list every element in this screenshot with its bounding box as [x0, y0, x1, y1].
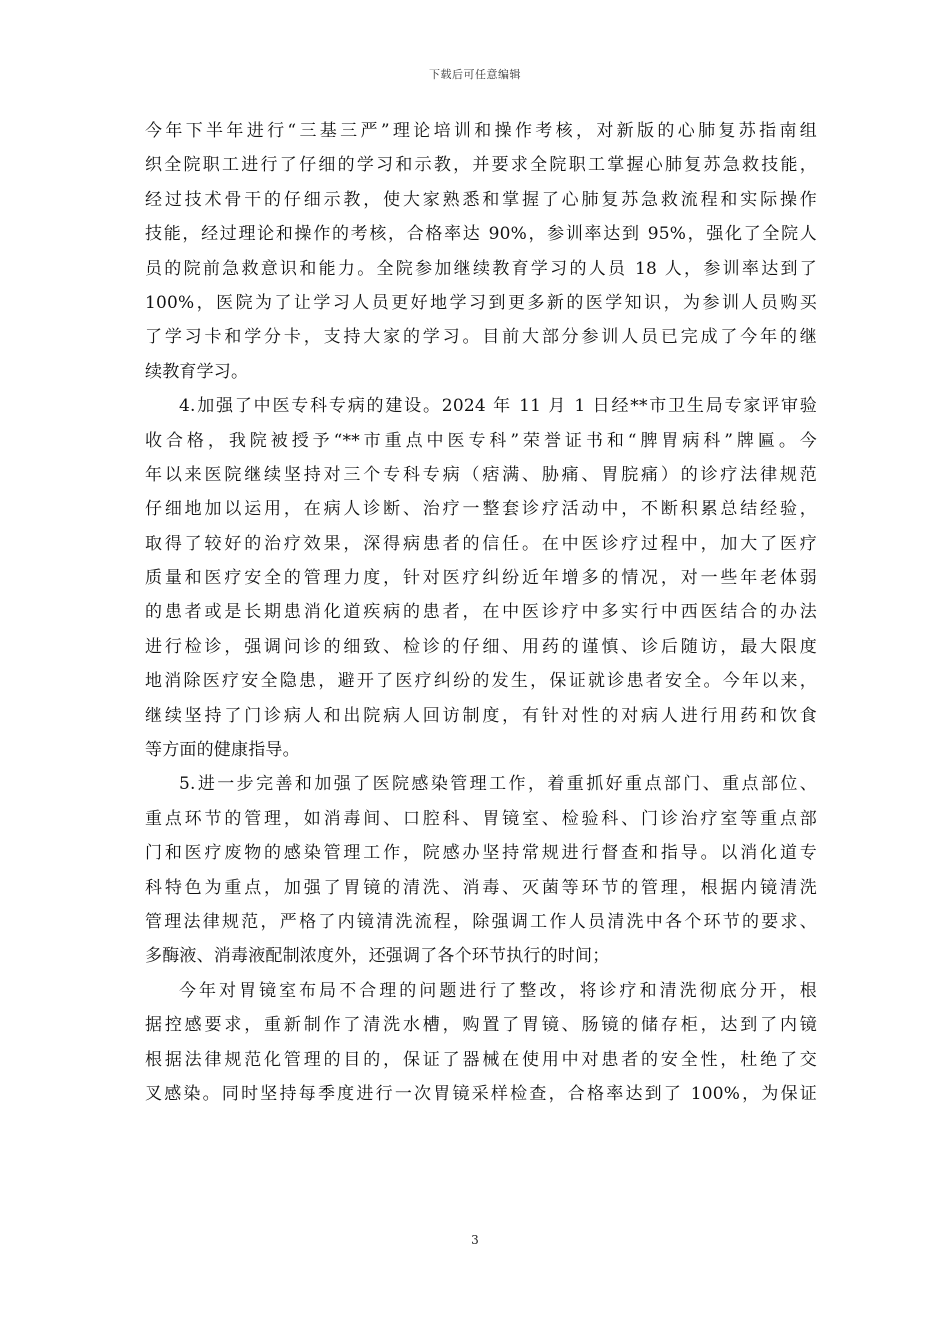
text-line: 根据法律规范化管理的目的，保证了器械在使用中对患者的安全性，杜绝了交	[145, 1049, 817, 1070]
text-line: 多酶液、消毒液配制浓度外，还强调了各个环节执行的时间；	[145, 946, 610, 967]
text-line: 续教育学习。	[145, 361, 249, 382]
paragraph	[145, 389, 817, 767]
text-line: 质量和医疗安全的管理力度，针对医疗纠纷近年增多的情况，对一些年老体弱	[145, 568, 817, 589]
text-line: 取得了较好的治疗效果，深得病患者的信任。在中医诊疗过程中，加大了医疗	[145, 533, 817, 554]
text-line: 4.加强了中医专科专病的建设。2024 年 11 月 1 日经**市卫生局专家评审验	[179, 396, 817, 417]
text-line: 继续坚持了门诊病人和出院病人回访制度，有针对性的对病人进行用药和饮食	[145, 705, 817, 726]
paragraph	[145, 114, 817, 389]
paragraph	[145, 767, 817, 973]
text-line: 今年对胃镜室布局不合理的问题进行了整改，将诊疗和清洗彻底分开，根	[179, 980, 817, 1001]
document-body	[145, 114, 817, 1111]
text-line: 经过技术骨干的仔细示教，使大家熟悉和掌握了心肺复苏急救流程和实际操作	[145, 189, 817, 210]
page-number: 3	[471, 1233, 479, 1247]
text-line: 仔细地加以运用，在病人诊断、治疗一整套诊疗活动中，不断积累总结经验，	[145, 499, 817, 520]
text-line: 今年下半年进行“三基三严”理论培训和操作考核，对新版的心肺复苏指南组	[145, 121, 817, 141]
page-header: 下载后可任意编辑	[429, 68, 521, 81]
text-line: 收合格，我院被授予“**市重点中医专科”荣誉证书和“脾胃病科”牌匾。今	[145, 430, 817, 451]
text-line: 地消除医疗安全隐患，避开了医疗纠纷的发生，保证就诊患者安全。今年以来，	[145, 671, 817, 692]
text-line: 重点环节的管理，如消毒间、口腔科、胃镜室、检验科、门诊治疗室等重点部	[145, 808, 817, 829]
text-line: 年以来医院继续坚持对三个专科专病（痞满、胁痛、胃脘痛）的诊疗法律规范	[145, 464, 817, 485]
text-line: 5.进一步完善和加强了医院感染管理工作，着重抓好重点部门、重点部位、	[179, 774, 817, 795]
text-line: 的患者或是长期患消化道疾病的患者，在中医诊疗中多实行中西医结合的办法	[145, 602, 817, 623]
text-line: 100%，医院为了让学习人员更好地学习到更多新的医学知识，为参训人员购买	[145, 292, 817, 313]
text-line: 科特色为重点，加强了胃镜的清洗、消毒、灭菌等环节的管理，根据内镜清洗	[145, 877, 817, 898]
text-line: 技能，经过理论和操作的考核，合格率达 90%，参训率达到 95%，强化了全院人	[145, 224, 817, 245]
text-line: 门和医疗废物的感染管理工作，院感办坚持常规进行督查和指导。以消化道专	[145, 843, 817, 864]
text-line: 进行检诊，强调问诊的细致、检诊的仔细、用药的谨慎、诊后随访，最大限度	[145, 636, 817, 657]
text-line: 叉感染。同时坚持每季度进行一次胃镜采样检查，合格率达到了 100%，为保证	[145, 1083, 817, 1104]
text-line: 据控感要求，重新制作了清洗水槽，购置了胃镜、肠镜的储存柜，达到了内镜	[145, 1015, 817, 1036]
text-line: 织全院职工进行了仔细的学习和示教，并要求全院职工掌握心肺复苏急救技能，	[145, 155, 817, 176]
paragraph	[145, 974, 817, 1112]
text-line: 员的院前急救意识和能力。全院参加继续教育学习的人员 18 人，参训率达到了	[145, 258, 817, 279]
text-line: 了学习卡和学分卡，支持大家的学习。目前大部分参训人员已完成了今年的继	[145, 327, 817, 348]
text-line: 等方面的健康指导。	[145, 740, 300, 761]
text-line: 管理法律规范，严格了内镜清洗流程，除强调工作人员清洗中各个环节的要求、	[145, 911, 817, 932]
